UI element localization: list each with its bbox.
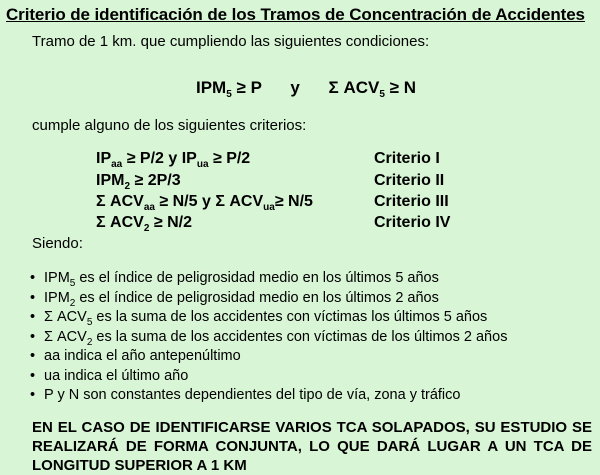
criterion-label: Criterio II	[374, 172, 445, 189]
criteria-intro: cumple alguno de los siguientes criterios:	[32, 117, 307, 134]
list-item: • $IPM_2$ es el índice de peligrosidad medio en los últimos 2 años	[30, 290, 507, 310]
criterion-row-1	[96, 150, 466, 172]
criterion-row-4	[96, 214, 466, 236]
main-condition	[196, 78, 416, 98]
list-item: • P y N son constantes dependientes del tipo de vía, zona y tráfico	[30, 387, 507, 407]
definitions-list	[30, 270, 507, 407]
list-item: • ua indica el último año	[30, 368, 507, 388]
intro-text: Tramo de 1 km. que cumpliendo las siguientes condiciones:	[32, 33, 430, 50]
criterion-expression: $IPM_2 \ge 2P/3$	[96, 172, 181, 192]
condition-connector: y	[290, 78, 300, 97]
criterion-label: Criterio I	[374, 150, 440, 167]
condition-left: $IPM_5 \ge P$	[196, 78, 262, 100]
page-title: Criterio de identificación de los Tramos de Concentración de Accidentes	[6, 5, 585, 24]
criterion-expression: Σ $ACV_{aa} \ge N/5$ y Σ $ACV_{ua}\ge N/5$	[96, 193, 313, 213]
criterion-label: Criterio III	[374, 193, 449, 210]
criterion-row-2	[96, 172, 466, 194]
condition-right: Σ $ACV_5 \ge N$	[328, 78, 416, 100]
criterion-label: Criterio IV	[374, 214, 451, 231]
list-item: • Σ $ACV_2$ es la suma de los accidentes con víctimas de los últimos 2 años	[30, 329, 507, 349]
list-item: • Σ $ACV_5$ es la suma de los accidentes con víctimas los últimos 5 años	[30, 309, 507, 329]
siendo-label: Siendo:	[32, 235, 83, 252]
criterion-expression: Σ $ACV_2 \ge N/2$	[96, 214, 192, 234]
criterion-row-3	[96, 193, 466, 215]
list-item: • aa indica el año antepenúltimo	[30, 348, 507, 368]
footer-note: EN EL CASO DE IDENTIFICARSE VARIOS TCA SOLAPADOS, SU ESTUDIO SE REALIZARÁ DE FORMA CONJUNTA, LO QUE DARÁ LUGAR A UN TCA DE LONGITUD SUPERIOR A 1 KM	[32, 419, 592, 474]
list-item: • $IPM_5$ es el índice de peligrosidad medio en los últimos 5 años	[30, 270, 507, 290]
criterion-expression: $IP_{aa} \ge P/2$ y $IP_{ua} \ge P/2$	[96, 150, 251, 170]
